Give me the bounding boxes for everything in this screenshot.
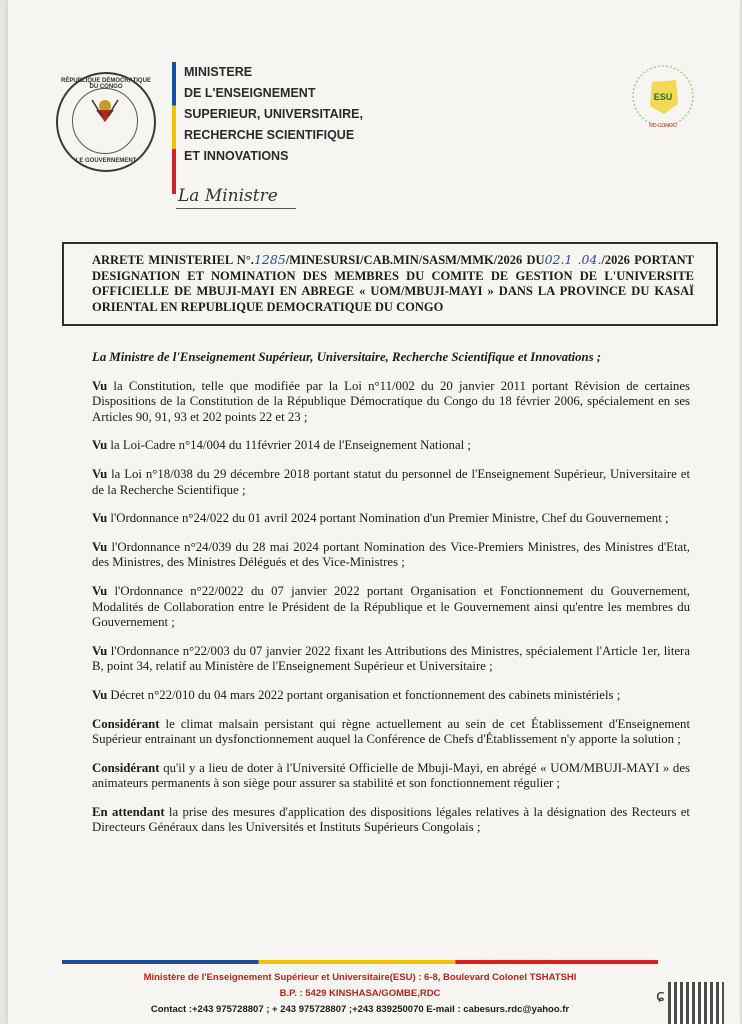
ministry-line: ET INNOVATIONS (184, 149, 289, 163)
ministry-line: DE L'ENSEIGNEMENT (184, 86, 316, 100)
coat-of-arms-icon (88, 96, 122, 126)
paragraph-text: Décret n°22/010 du 04 mars 2022 portant organisation et fonctionnement des cabinets ministériels ; (107, 687, 621, 702)
paragraph (92, 540, 690, 571)
paragraph-text: l'Ordonnance n°22/003 du 07 janvier 2022 fixant les Attributions des Ministres, spécialement l'Article 1er, litera B, point 34, relatif au Ministère de l'Enseignement Supérieur et Universitaire ; (92, 643, 690, 674)
esu-logo-text: ESU (653, 92, 673, 102)
paragraph-lead: Considérant (92, 716, 160, 731)
esu-logo-icon (626, 64, 700, 130)
decree-number: 1285 (253, 252, 286, 267)
title-suffix: /2026 (601, 253, 630, 267)
decree-date: 02.1 .04. (544, 252, 602, 267)
government-seal (56, 72, 156, 172)
paragraph (92, 467, 690, 498)
paragraph-text: le climat malsain persistant qui règne actuellement au sein de cet Établissement d'Enseignement Supérieur entrainant un dysfonctionnement auquel la Conférence de Chefs d'Établissement n'y apporte la solution ; (92, 716, 690, 747)
seal-bottom-text: LE GOUVERNEMENT (75, 158, 137, 164)
paragraph-text: la Loi-Cadre n°14/004 du 11février 2014 de l'Enseignement National ; (107, 438, 471, 453)
paragraph (92, 438, 690, 454)
paragraph (92, 805, 690, 836)
signature-underline (176, 208, 296, 209)
ministry-line: SUPERIEUR, UNIVERSITAIRE, (184, 107, 363, 121)
paragraph (92, 379, 690, 426)
paragraph (92, 688, 690, 704)
paragraph (92, 584, 690, 631)
paragraph-text: qu'il y a lieu de doter à l'Université Officielle de Mbuji-Mayi, en abrégé « UOM/MBUJI-MAYI » des animateurs permanents à son siège pour assurer sa stabilité et son fonctionnement régulier ; (92, 760, 690, 791)
footer-line-2: B.P. : 5429 KINSHASA/GOMBE,RDC (279, 988, 441, 999)
paragraph-lead: Vu (92, 539, 108, 554)
title-prefix: ARRETE MINISTERIEL N°. (92, 253, 254, 267)
title-rest: PORTANT DESIGNATION ET NOMINATION DES MEMBRES DU COMITE DE GESTION DE L'UNIVERSITE OFFICIELLE DE MBUJI-MAYI EN ABREGE « UOM/MBUJI-MAYI » DANS LA PROVINCE DU KASAÏ ORIENTAL EN REPUBLIQUE DEMOCRATIQUE DU CONGO (92, 253, 694, 314)
paragraph-text: l'Ordonnance n°24/022 du 01 avril 2024 portant Nomination d'un Premier Ministre, Chef du Gouvernement ; (107, 511, 669, 526)
paragraph-lead: Considérant (92, 760, 160, 775)
paragraph-lead: Vu (92, 466, 108, 481)
footer-line-1: Ministère de l'Enseignement Supérieur et Universitaire(ESU) : 6-8, Boulevard Colonel TSHATSHI (143, 972, 577, 983)
paragraph (92, 511, 690, 527)
paragraph-lead: Vu (92, 438, 108, 453)
title-middle: /MINESURSI/CAB.MIN/SASM/MMK/2026 DU (285, 253, 545, 267)
esu-logo-bottom: RD CONGO (649, 123, 677, 129)
paragraph (92, 717, 690, 748)
decree-body (92, 350, 690, 849)
paraph-mark-icon: ɕ (656, 986, 665, 1005)
footer-color-bar (62, 960, 658, 964)
paragraph-lead: En attendant (92, 804, 165, 819)
paragraph (92, 761, 690, 792)
paragraph-lead: Vu (92, 511, 108, 526)
signature-label: La Ministre (178, 186, 278, 206)
footer-contact: Contact :+243 975728807 ; + 243 975728807 ;+243 839250070 E-mail : cabesurs.rdc@yahoo.fr (150, 1004, 570, 1015)
flag-color-bar (172, 62, 176, 194)
paragraph-lead: Vu (92, 583, 108, 598)
paragraph-lead: Vu (92, 643, 108, 658)
ministry-heading (184, 62, 394, 167)
paragraph-lead: Vu (92, 378, 108, 393)
paragraph (92, 644, 690, 675)
paragraph-text: la prise des mesures d'application des dispositions légales relatives à la désignation des Recteurs et Directeurs Généraux dans les Universités et Instituts Supérieurs Congolais ; (92, 804, 690, 835)
intro-line: La Ministre de l'Enseignement Supérieur, Universitaire, Recherche Scientifique et Innovations ; (92, 350, 602, 364)
ministry-line: RECHERCHE SCIENTIFIQUE (184, 128, 355, 142)
qr-code-icon (668, 982, 724, 1024)
paragraph-text: l'Ordonnance n°24/039 du 28 mai 2024 portant Nomination des Vice-Premiers Ministres, des Ministres d'Etat, des Ministres, des Ministres Délégués et des Vice-Ministres ; (92, 539, 690, 570)
paragraph-lead: Vu (92, 687, 108, 702)
decree-title-box (62, 242, 718, 326)
paragraph-text: la Constitution, telle que modifiée par la Loi n°11/002 du 20 janvier 2011 portant Révision de certaines Dispositions de la Constitution de la République Démocratique du Congo du 18 février 2006, spécialement en ses Articles 90, 91, 93 et 202 points 22 et 23 ; (92, 378, 690, 424)
paragraph-text: la Loi n°18/038 du 29 décembre 2018 portant statut du personnel de l'Enseignement Supérieur, Universitaire et de la Recherche Scientifique ; (92, 466, 690, 497)
document-page (8, 0, 740, 1024)
paragraph-text: l'Ordonnance n°22/0022 du 07 janvier 2022 portant Organisation et Fonctionnement du Gouvernement, Modalités de Collaboration entre le Président de la République et le Gouvernement ainsi qu'entre les membres du Gouvernement ; (92, 583, 690, 630)
footer-address (62, 970, 658, 1018)
seal-top-text: RÉPUBLIQUE DÉMOCRATIQUE DU CONGO (61, 78, 151, 90)
ministry-line: MINISTERE (184, 65, 253, 79)
